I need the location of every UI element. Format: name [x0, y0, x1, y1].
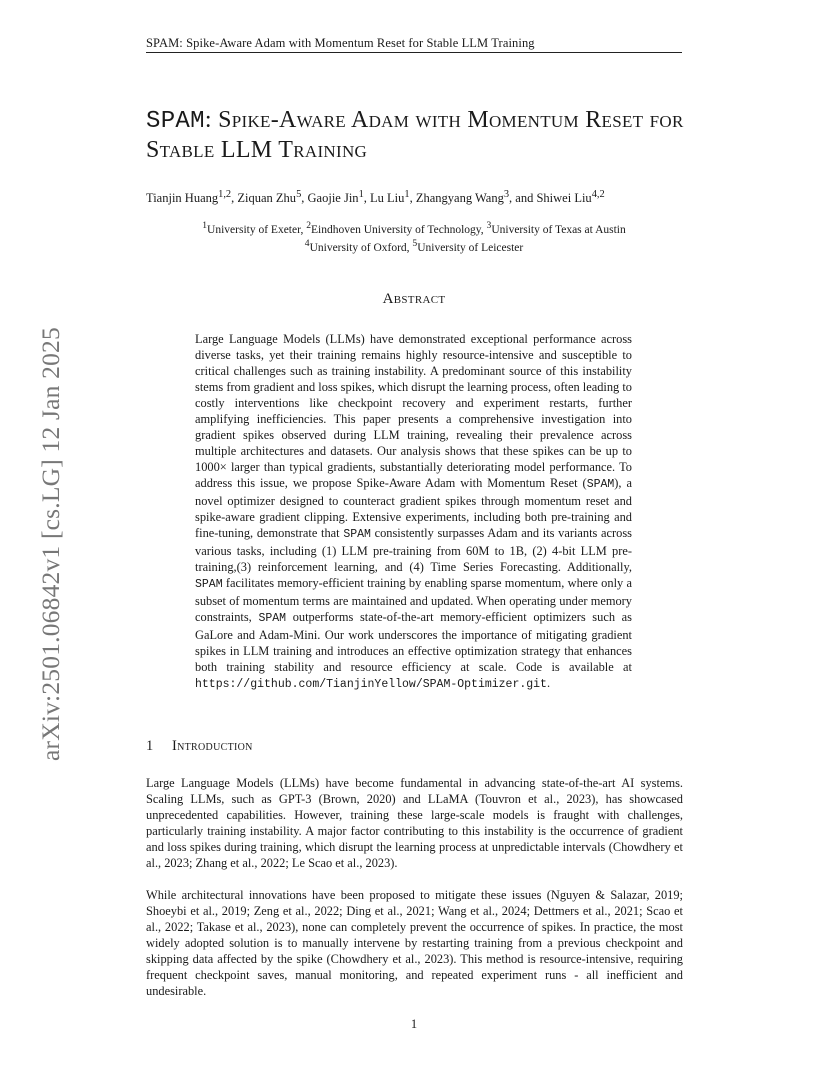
abstract-text: Large Language Models (LLMs) have demonstrated exceptional performance across diverse tasks, yet their training remains highly resource-intensive and susceptible to critical challenges such as training instability. A predominant source of this instability stems from gradient and loss spikes, which disrupt the learning process, often leading to costly interventions like checkpoint recovery and experiment restarts, further amplifying inefficiencies. This paper presents a comprehensive investigation into gradient spikes observed during LLM training, revealing their prevalence across multiple architectures and datasets. Our analysis shows that these spikes can be up to 1000× larger than typical gradients, substantially deteriorating model performance. To address this issue, we propose Spike-Aware Adam with Momentum Reset (	[195, 332, 632, 490]
author-name: Tianjin Huang	[146, 191, 219, 206]
page-number: 1	[410, 1017, 418, 1031]
abstract-text: consistently surpasses Adam and its variants across various tasks, including (1) LLM pre-training from 60M to 1B, (2) 4-bit LLM pre-training,(3) reinforcement learning, and (4) Time Series Forecasting. Additionally,	[195, 526, 632, 574]
title-rest: : Spike-Aware Adam with Momentum Reset for Stable LLM Training	[146, 107, 684, 163]
author-affiliation-mark: 4,2	[591, 189, 605, 200]
author-name: Gaojie Jin	[307, 191, 359, 206]
abstract-text: ), a novel optimizer designed to counteract gradient spikes through momentum reset and spike-aware gradient clipping. Extensive experiments, including both pre-training and fine-tuning, demonstrate that	[195, 476, 632, 540]
author-affiliation-mark: 3	[503, 189, 510, 200]
affiliations	[146, 219, 682, 256]
intro-paragraph: Large Language Models (LLMs) have become fundamental in advancing state-of-the-art AI systems. Scaling LLMs, such as GPT-3 (Brown, 2020) and LLaMA (Touvron et al., 2023), has showcased unprecedented capabilities. However, training these large-scale models is fraught with challenges, particularly training instability. A major factor contributing to this instability is the occurrence of gradient and loss spikes during training, which disrupt the learning process at unpredictable intervals (Chowdhery et al., 2023; Zhang et al., 2022; Le Scao et al., 2023).	[146, 776, 683, 870]
inline-code: SPAM	[343, 528, 371, 541]
section-heading	[146, 738, 253, 755]
paper-title	[146, 106, 686, 164]
affiliation-mark: 4	[304, 238, 310, 250]
author-affiliation-mark: 1	[358, 189, 364, 200]
section-title: Introduction	[172, 738, 253, 754]
author-affiliation-mark: 5	[296, 189, 302, 200]
inline-code: SPAM	[195, 578, 223, 591]
header-rule	[146, 52, 682, 53]
author-affiliation-mark: 1	[404, 189, 410, 200]
affiliation-name: University of Leicester	[417, 242, 524, 255]
affiliation-line-1	[146, 219, 682, 237]
affiliation-name: Eindhoven University of Technology,	[311, 223, 487, 236]
affiliation-name: University of Exeter,	[207, 223, 307, 236]
author-name: Ziquan Zhu	[237, 191, 297, 206]
author-list: Tianjin Huang$^{1,2}$, Ziquan Zhu$^5$, Gaojie Jin$^1$, Lu Liu$^1$, Zhangyang Wang$^3$, and Shiwei Liu$^{4,2}$	[146, 189, 605, 206]
running-head: SPAM: Spike-Aware Adam with Momentum Reset for Stable LLM Training	[146, 36, 535, 50]
arxiv-stamp: arXiv:2501.06842v1 [cs.LG] 12 Jan 2025	[36, 327, 65, 761]
affiliation-mark: 3	[486, 220, 492, 231]
affiliation-mark: 5	[412, 238, 418, 250]
inline-code: https://github.com/TianjinYellow/SPAM-Optimizer.git	[195, 678, 547, 691]
affiliation-name: University of Oxford,	[309, 242, 413, 255]
abstract-text: outperforms state-of-the-art memory-efficient optimizers such as GaLore and Adam-Mini. Our work underscores the importance of mitigating gradient spikes in LLM training and introduces an effective optimization strategy that enhances both training stability and resource efficiency at scale. Code is available at	[195, 610, 632, 674]
abstract-text: .	[546, 676, 551, 690]
intro-paragraph: While architectural innovations have been proposed to mitigate these issues (Nguyen & Salazar, 2019; Shoeybi et al., 2019; Zeng et al., 2022; Ding et al., 2021; Wang et al., 2024; Dettmers et al., 2021; Scao et al., 2022; Takase et al., 2023), none can completely prevent the occurrence of spikes. In practice, the most widely adopted solution is to manually intervene by restarting training from a previous checkpoint and skipping data affected by the spike (Chowdhery et al., 2023). This method is resource-intensive, requiring frequent checkpoint saves, manual monitoring, and repeated experiment runs - all inefficient and undesirable.	[146, 888, 683, 998]
author-name: Shiwei Liu	[536, 191, 592, 206]
title-mono-part: SPAM	[146, 108, 205, 135]
affiliation-line-2	[146, 237, 682, 255]
abstract-text: facilitates memory-efficient training by enabling sparse momentum, where only a subset of momentum terms are maintained and updated. When operating under memory constraints,	[195, 576, 632, 624]
inline-code: SPAM	[586, 478, 615, 491]
author-name: Lu Liu	[370, 191, 405, 206]
section-number: 1	[146, 738, 154, 754]
affiliation-name: University of Texas at Austin	[491, 223, 626, 236]
affiliation-mark: 2	[306, 220, 312, 231]
abstract-heading: Abstract	[382, 291, 446, 307]
author-name: Zhangyang Wang	[415, 191, 504, 206]
abstract-body	[195, 331, 632, 693]
author-affiliation-mark: 1,2	[218, 189, 232, 200]
affiliation-mark: 1	[202, 220, 208, 231]
inline-code: SPAM	[258, 612, 287, 625]
